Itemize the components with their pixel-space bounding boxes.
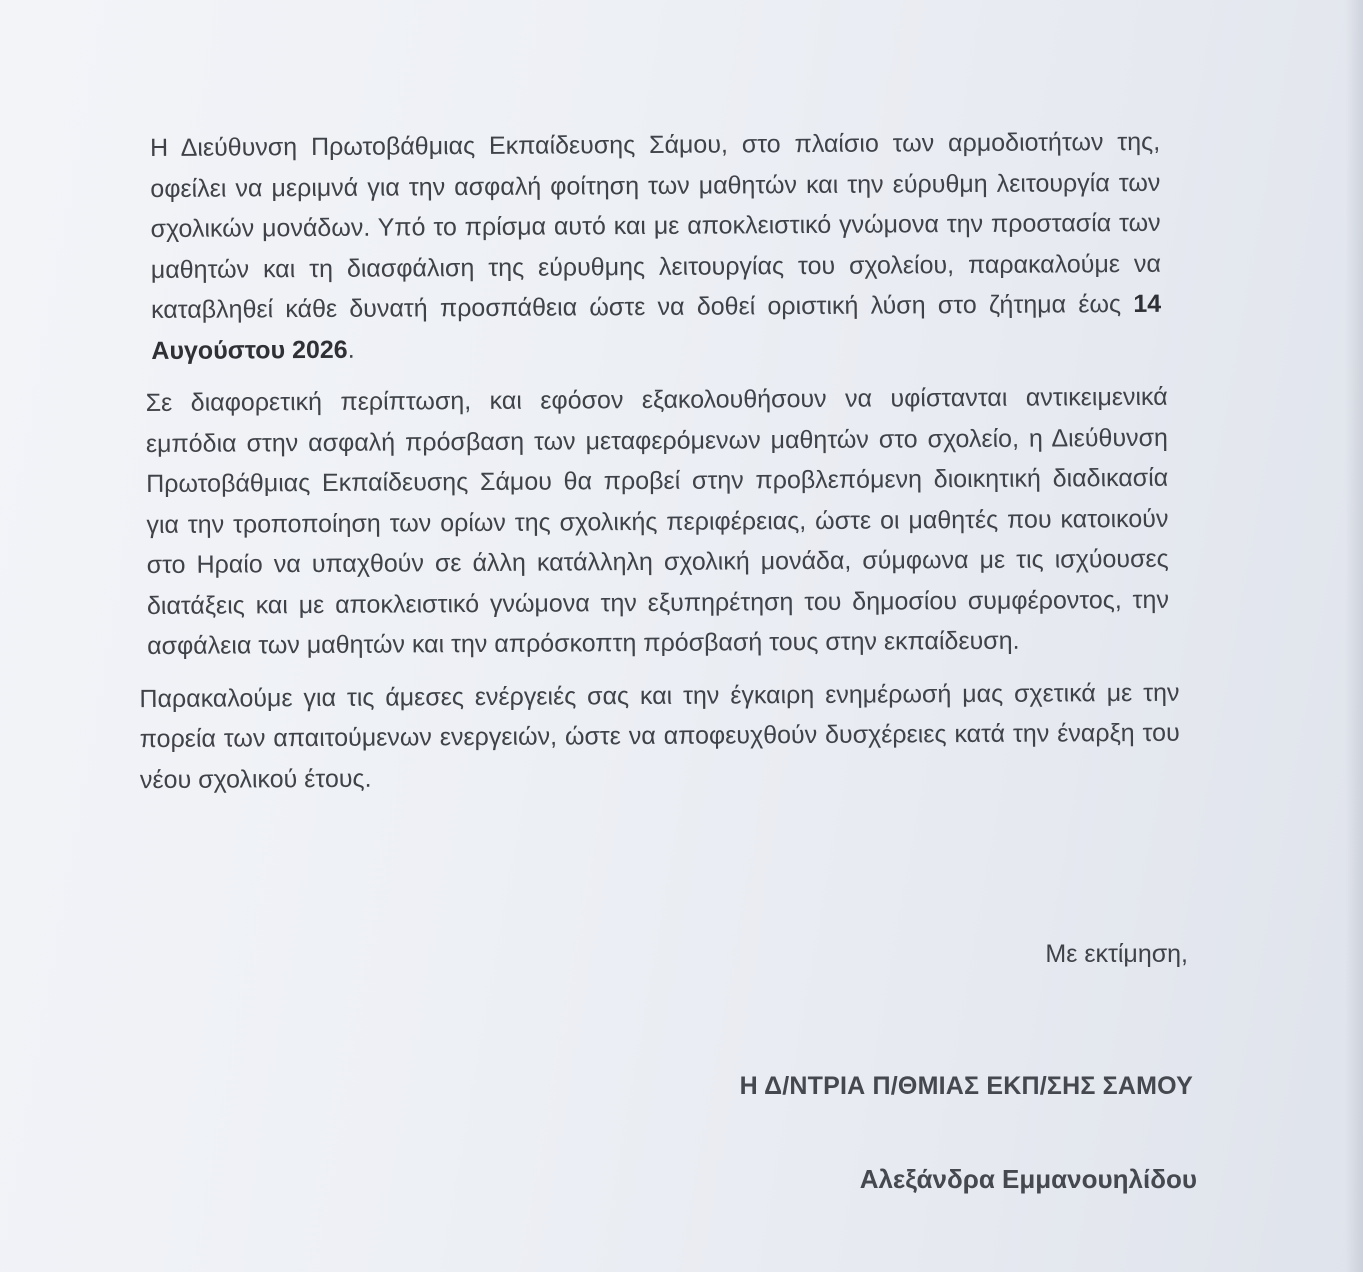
paragraph-1-end: .: [347, 335, 355, 364]
closing-salutation: Με εκτίμηση,: [1045, 940, 1188, 968]
deadline-date: 14 Αυγούστου 2026: [151, 289, 1162, 365]
paragraph-3: Παρακαλούμε για τις άμεσες ενέργειές σας και την έγκαιρη ενημέρωσή μας σχετικά με την πορεία των απαιτούμενων ενεργειών, ώστε να αποφευχθούν δυσχέρειες κατά την έναρξη του νέου σχολικού έτους.: [139, 678, 1180, 794]
signatory-title: Η Δ/ΝΤΡΙΑ Π/ΘΜΙΑΣ ΕΚΠ/ΣΗΣ ΣΑΜΟΥ: [739, 1072, 1193, 1100]
paragraph-1: [150, 122, 1161, 371]
letter-body: [139, 122, 1180, 812]
paragraph-2: Σε διαφορετική περίπτωση, και εφόσον εξακολουθήσουν να υφίστανται αντικειμενικά εμπόδια στην ασφαλή πρόσβαση των μεταφερόμενων μαθητών στο σχολείο, η Διεύθυνση Πρωτοβάθμιας Εκπαίδευσης Σάμου θα προβεί στην προβλεπόμενη διοικητική διαδικασία για την τροποποίηση των ορίων της σχολικής περιφέρειας, ώστε οι μαθητές που κατοικούν στο Ηραίο να υπαχθούν σε άλλη κατάλληλη σχολική μονάδα, σύμφωνα με τις ισχύουσες διατάξεις και με αποκλειστικό γνώμονα την εξυπηρέτηση του δημοσίου συμφέροντος, την ασφάλεια των μαθητών και την απρόσκοπτη πρόσβασή τους στην εκπαίδευση.: [145, 382, 1169, 661]
page-edge-shadow: [1345, 0, 1363, 1272]
signatory-name: Αλεξάνδρα Εμμανουηλίδου: [859, 1164, 1197, 1194]
paragraph-1-text: Η Διεύθυνση Πρωτοβάθμιας Εκπαίδευσης Σάμου, στο πλαίσιο των αρμοδιοτήτων της, οφείλει να μεριμνά για την ασφαλή φοίτηση των μαθητών και την εύρυθμη λειτουργία των σχολικών μονάδων. Υπό το πρίσμα αυτό και με αποκλειστικό γνώμονα την προστασία των μαθητών και τη διασφάλιση της εύρυθμης λειτουργίας του σχολείου, παρακαλούμε να καταβληθεί κάθε δυνατή προσπάθεια ώστε να δοθεί οριστική λύση στο ζήτημα έως: [150, 127, 1161, 324]
